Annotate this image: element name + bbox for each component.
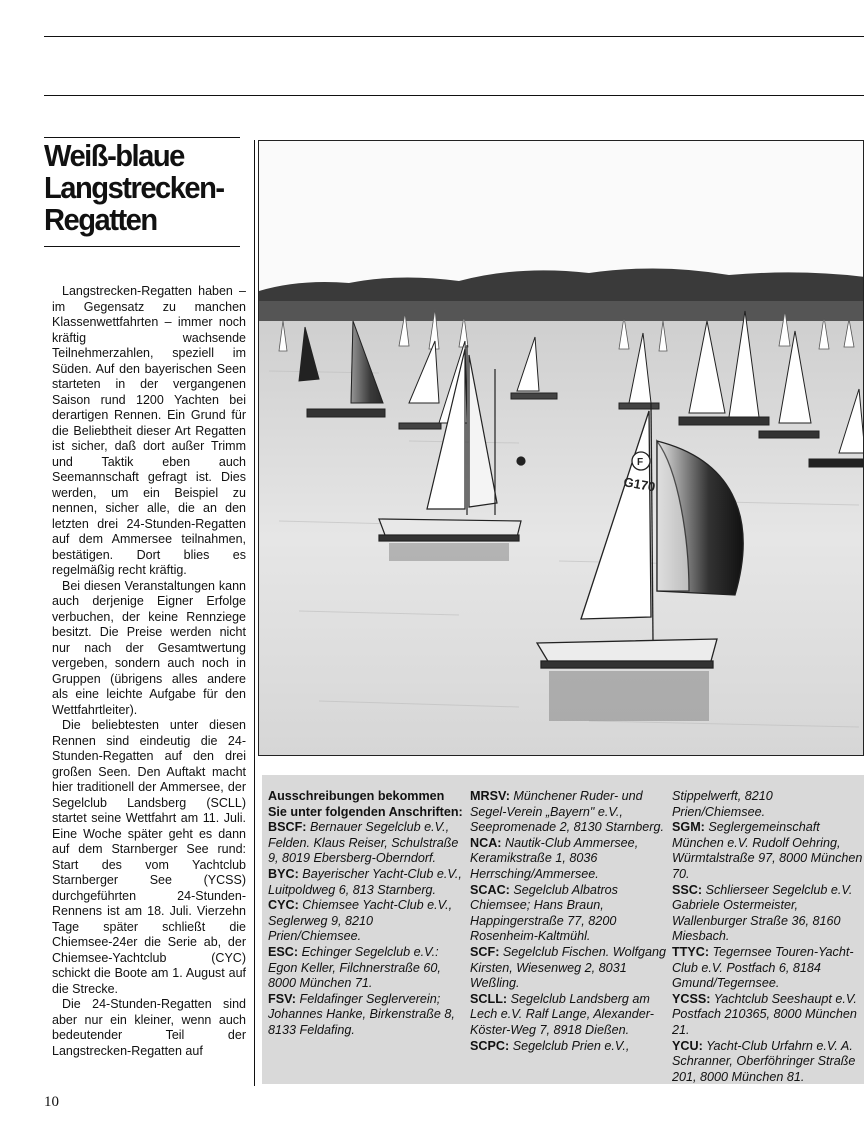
address-entry: ESC: Echinger Segelclub e.V.: Egon Keller, Filchnerstraße 60, 8000 München 71. (268, 944, 441, 991)
address-entry: BYC: Bayerischer Yacht-Club e.V., Luitpoldweg 6, 813 Starnberg. (268, 866, 462, 897)
body-paragraph: Die 24-Stunden-Regatten sind aber nur ein kleiner, wenn auch bedeutender Teil der Langstrecken-Regatten auf (52, 997, 246, 1058)
article-title (44, 140, 228, 236)
addresses-box (262, 775, 864, 1084)
body-paragraph: Bei diesen Veranstaltungen kann auch derjenige Eigner Erfolge verbuchen, der keine Rennziege besitzt. Die Preise werden nicht nur nach der Gesamtwertung vergeben, sondern auch noch in Gruppen (übrigens alles andere als eine leichte Aufgabe für den Wettfahrtleiter). (52, 578, 246, 717)
sail-number: G170 (622, 474, 657, 495)
column-divider (254, 140, 255, 1086)
page-number: 10 (44, 1094, 59, 1110)
second-rule (44, 95, 864, 96)
addresses-intro: Ausschreibungen bekommen Sie unter folgenden Anschriften: (268, 789, 463, 819)
sail-logo: F (637, 457, 644, 468)
regatta-photo (258, 140, 864, 756)
address-entry: SCPC: Segelclub Prien e.V., (470, 1038, 630, 1053)
address-column-2 (470, 789, 666, 1054)
address-column-3 (672, 789, 864, 1085)
address-entry: MRSV: Münchener Ruder- und Segel-Verein „Bayern" e.V., Seepromenade 2, 8130 Starnberg. (470, 789, 664, 835)
address-entry: YCSS: Yachtclub Seeshaupt e.V. Postfach 210365, 8000 München 21. (672, 991, 857, 1037)
address-column-1 (268, 789, 464, 1039)
address-entry: CYC: Chiemsee Yacht-Club e.V., Seglerweg 9, 8210 Prien/Chiemsee. (268, 898, 453, 944)
title-line: Regatten (44, 202, 157, 237)
title-bottom-rule (44, 246, 240, 247)
address-entry: TTYC: Tegernsee Touren-Yacht-Club e.V. Postfach 6, 8184 Gmund/Tegernsee. (672, 944, 854, 991)
body-paragraph: Die beliebtesten unter diesen Rennen sind eindeutig die 24-Stunden-Regatten auf den drei großen Seen. Den Auftakt macht hier traditionell der Ammersee, der Segelclub Landsberg (SCLL) startet seine Wettfahrt am 11. Juli. Eine Woche später geht es dann auf dem Starnberger See rund: Start des vom Yachtclub Starnberger See (YCSS) durchgeführten 24-Stunden-Rennens ist am 18. Juli. Vierzehn Tage später schließt die Chiemsee-24er die Serie ab, der Chiemsee-Yachtclub (CYC) schickt die Boote am 1. August auf die Strecke. (52, 718, 246, 996)
title-line: Langstrecken- (44, 170, 224, 205)
address-entry: Stippelwerft, 8210 Prien/Chiemsee. (672, 789, 773, 819)
title-line: Weiß-blaue (44, 138, 184, 173)
address-entry: SGM: Seglergemeinschaft München e.V. Rudolf Oehring, Würmtalstraße 97, 8000 München 70. (672, 820, 863, 881)
top-rule (44, 36, 864, 37)
address-entry: SCLL: Segelclub Landsberg am Lech e.V. Ralf Lange, Alexander-Köster-Weg 7, 8918 Dießen. (470, 991, 654, 1037)
address-entry: YCU: Yacht-Club Urfahrn e.V. A. Schranner, Oberföhringer Straße 201, 8000 München 81. (672, 1038, 856, 1084)
address-entry: NCA: Nautik-Club Ammersee, Keramikstraße 1, 8036 Herrsching/Ammersee. (470, 835, 639, 881)
address-entry: SSC: Schlierseer Segelclub e.V. Gabriele Ostermeister, Wallenburger Straße 36, 8160 Miesbach. (672, 882, 853, 944)
address-entry: SCF: Segelclub Fischen. Wolfgang Kirsten, Wiesenweg 2, 8031 Weßling. (470, 944, 667, 991)
address-entry: SCAC: Segelclub Albatros Chiemsee; Hans Braun, Happingerstraße 77, 8200 Rosenheim-Kaltmühl. (470, 882, 618, 944)
article-body (52, 284, 246, 1059)
address-entry: FSV: Feldafinger Seglerverein; Johannes Hanke, Birkenstraße 8, 8133 Feldafing. (268, 991, 455, 1037)
address-entry: BSCF: Bernauer Segelclub e.V., Felden. Klaus Reiser, Schulstraße 9, 8019 Ebersberg-Oberndorf. (268, 820, 459, 866)
body-paragraph: Langstrecken-Regatten haben – im Gegensatz zu manchen Klassenwettfahrten – immer noch kräftig wachsende Teilnehmerzahlen, speziell im Süden. Auf den bayerischen Seen starteten in der vergangenen Saison rund 1200 Yachten bei derartigen Rennen. Ein Grund für die Beliebtheit dieser Art Regatten ist sicher, daß dort außer Trimm und Taktik eben auch Seemannschaft gefragt ist. Dies werden, um ein Beispiel zu nennen, sicher alle, die an den letzten drei 24-Stunden-Regatten auf dem Ammersee teilnahmen, bestätigen. Dort blies es regelmäßig recht kräftig. (52, 284, 246, 577)
sailboats-illustration (259, 141, 864, 756)
